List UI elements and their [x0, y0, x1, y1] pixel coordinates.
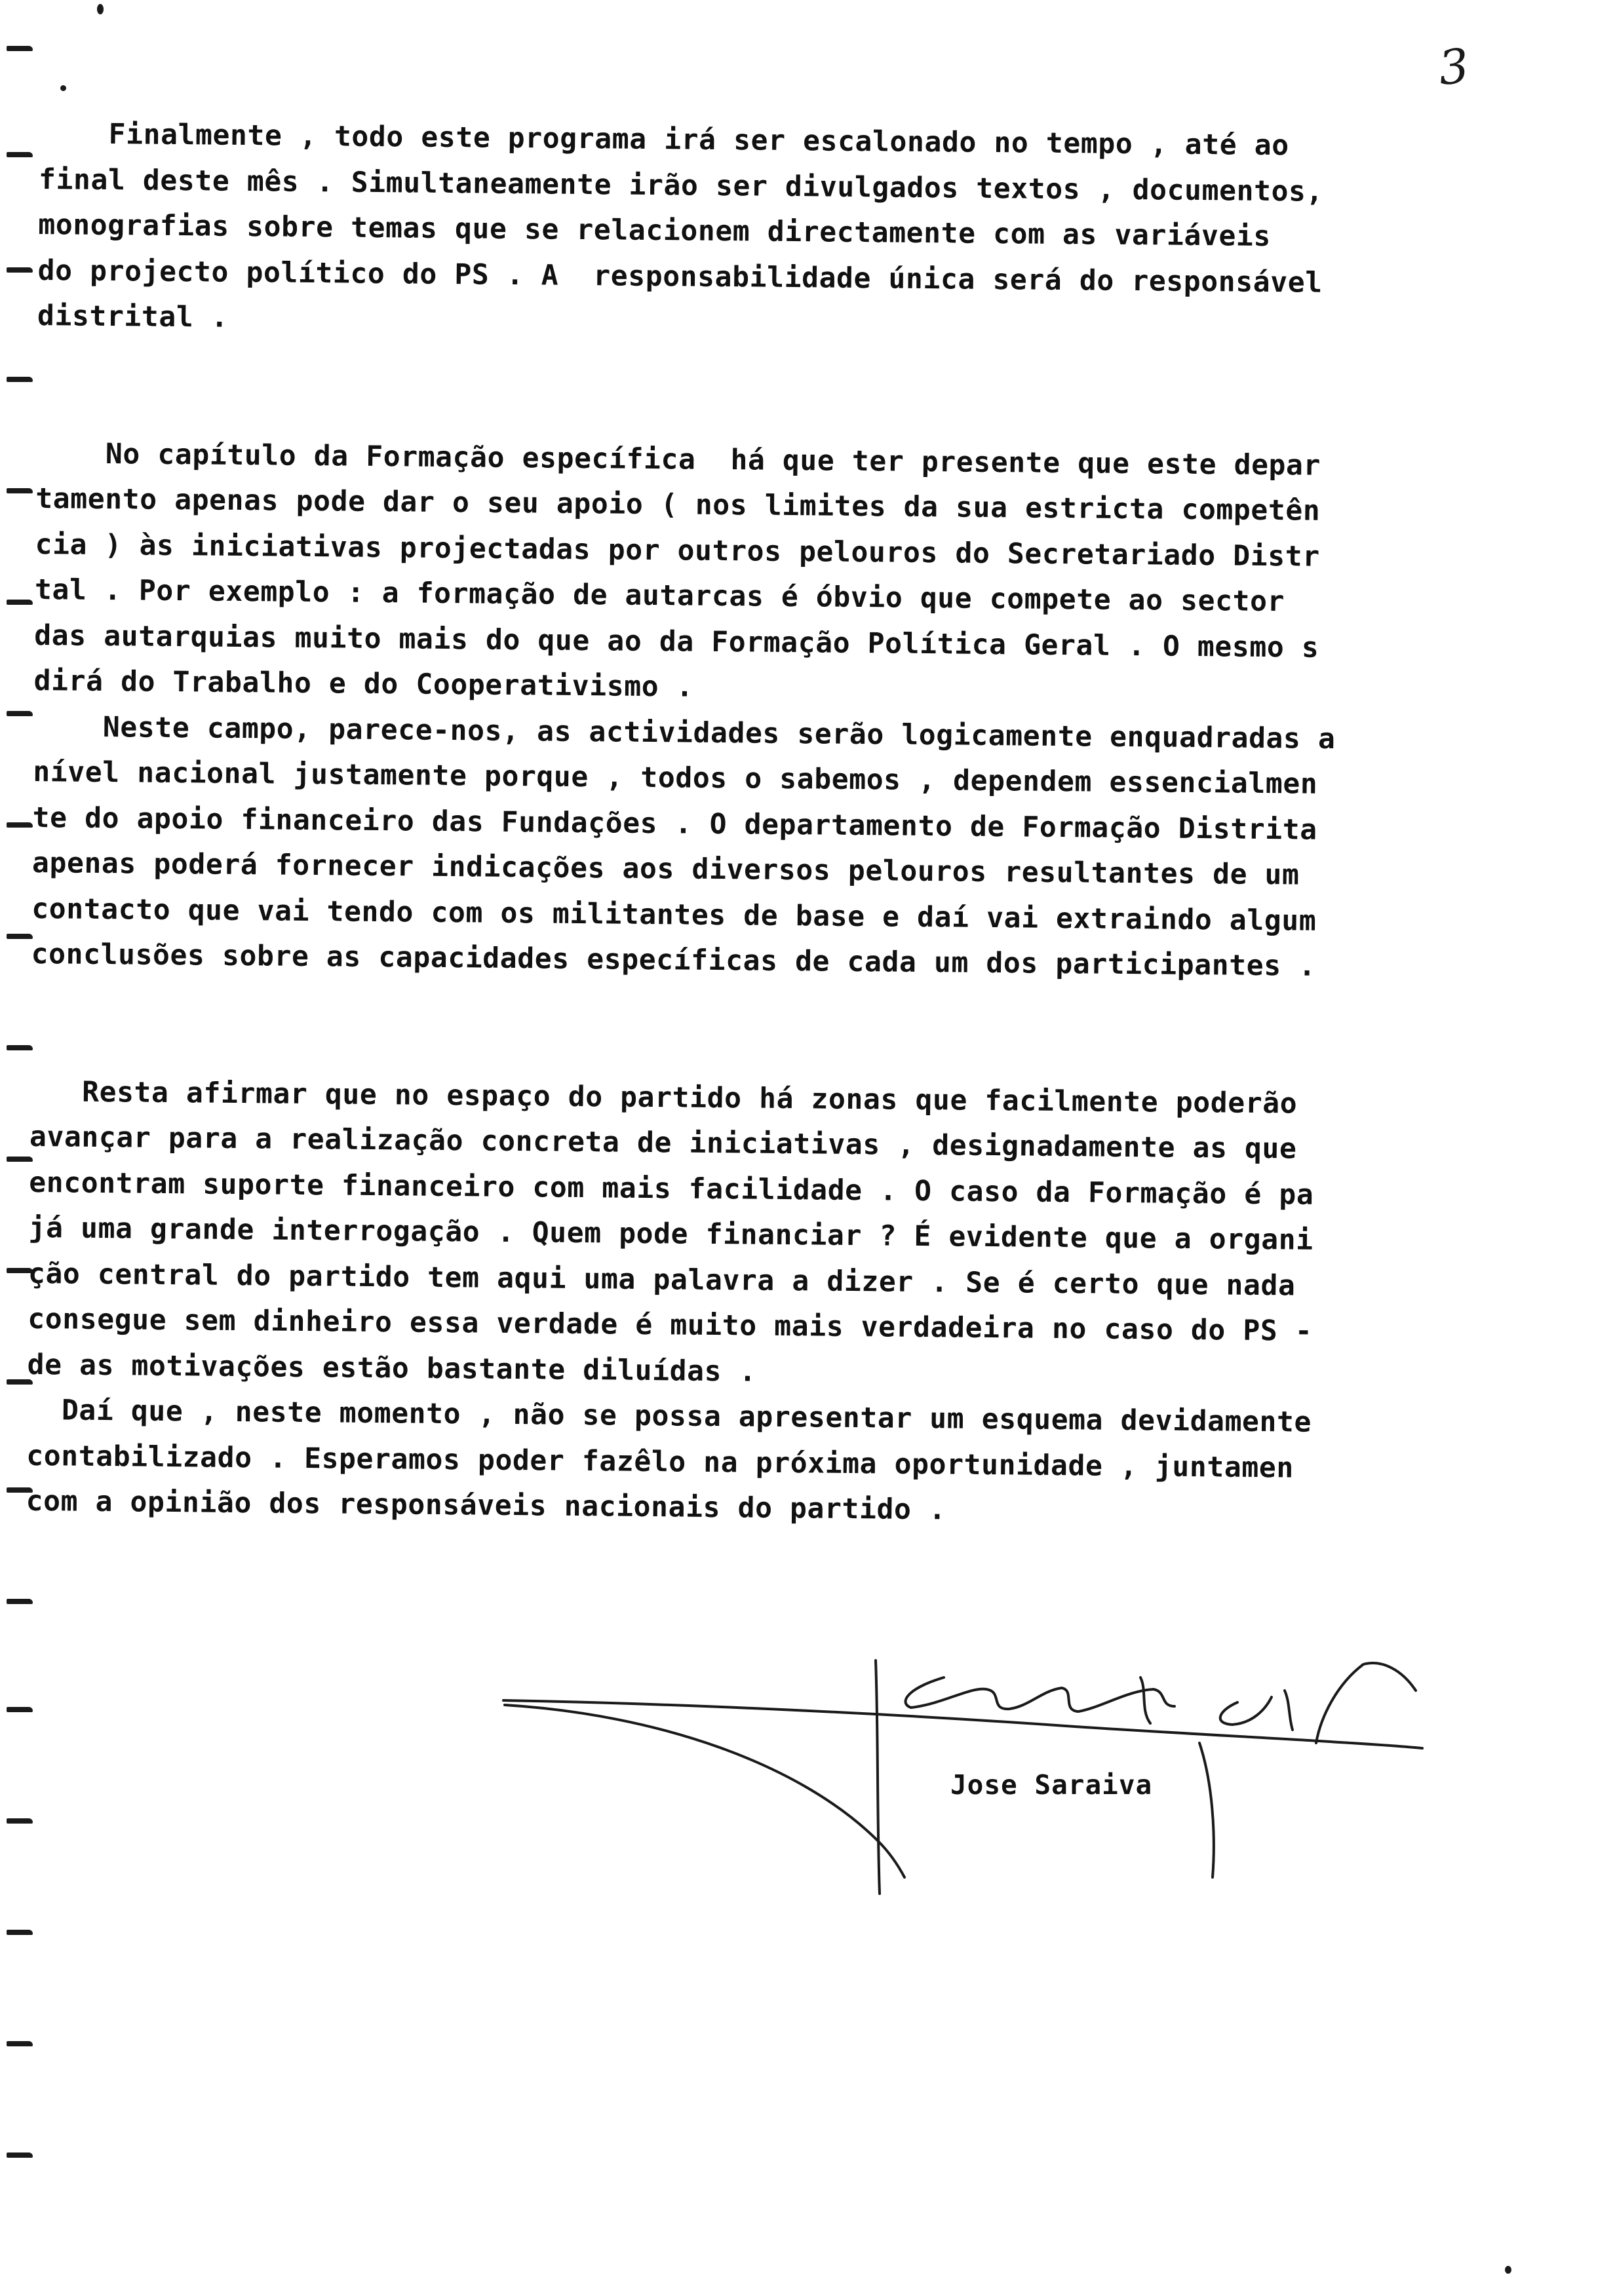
- margin-tick: [7, 2152, 33, 2158]
- text-line: avançar para a realização concreta de iniciativas , designadamente as que: [29, 1120, 1297, 1166]
- text-line: apenas poderá fornecer indicações aos diversos pelouros resultantes de um: [31, 846, 1300, 892]
- margin-tick: [7, 711, 33, 716]
- text-line: Resta afirmar que no espaço do partido há zonas que facilmente poderão: [29, 1075, 1298, 1120]
- text-line: nível nacional justamente porque , todos o sabemos , dependem essencialmen: [33, 755, 1318, 801]
- paragraph: [27, 1069, 1557, 1402]
- text-line: de as motivações estão bastante diluídas .: [27, 1348, 757, 1388]
- margin-tick: [7, 2041, 33, 2046]
- margin-tick: [7, 1818, 33, 1824]
- ink-speck: [1505, 2266, 1511, 2274]
- text-line: monografias sobre temas que se relacionem directamente com as variáveis: [38, 208, 1272, 254]
- text-line: com a opinião dos responsáveis nacionais do partido .: [26, 1484, 946, 1527]
- text-line: consegue sem dinheiro essa verdade é muito mais verdadeira no caso do PS -: [28, 1302, 1313, 1348]
- margin-tick: [7, 267, 33, 273]
- letter-body: [26, 111, 1566, 1539]
- text-line: ção central do partido tem aqui uma palavra a dizer . Se é certo que nada: [28, 1257, 1296, 1302]
- text-line: já uma grande interrogação . Quem pode financiar ? É evidente que a organi: [28, 1211, 1313, 1257]
- paragraph: [26, 1388, 1554, 1539]
- text-line: tal . Por exemplo : a formação de autarcas é óbvio que compete ao sector: [34, 573, 1285, 619]
- margin-tick: [7, 1045, 33, 1050]
- text-line: contabilizado . Esperamos poder fazêlo na próxima oportunidade , juntamen: [26, 1439, 1294, 1484]
- text-line: No capítulo da Formação específica há que ter presente que este depar: [35, 436, 1321, 482]
- paragraph: [37, 111, 1566, 354]
- text-line: cia ) às iniciativas projectadas por outros pelouros do Secretariado Distr: [35, 527, 1320, 573]
- text-line: dirá do Trabalho e do Cooperativismo .: [33, 664, 694, 704]
- margin-tick: [7, 488, 33, 493]
- text-line: das autarquias muito mais do que ao da Formação Política Geral . O mesmo s: [34, 619, 1319, 664]
- margin-tick: [7, 822, 33, 828]
- text-line: do projecto político do PS . A responsabilidade única será do responsável: [37, 254, 1323, 299]
- text-line: distrital .: [37, 299, 229, 334]
- paragraph: [31, 704, 1561, 991]
- margin-tick: [7, 1707, 33, 1712]
- margin-tick: [7, 377, 33, 382]
- text-line: tamento apenas pode dar o seu apoio ( nos limites da sua estricta competên: [35, 482, 1321, 527]
- signer-name: Jose Saraiva: [950, 1769, 1153, 1801]
- margin-tick: [7, 152, 33, 157]
- ink-speck: [60, 85, 66, 91]
- text-line: final deste mês . Simultaneamente irão ser divulgados textos , documentos,: [38, 163, 1324, 208]
- text-line: Finalmente , todo este programa irá ser escalonado no tempo , até ao: [39, 117, 1289, 163]
- text-line: contacto que vai tendo com os militantes de base e daí vai extraindo algum: [31, 892, 1317, 938]
- margin-tick: [7, 934, 33, 939]
- text-line: Daí que , neste momento , não se possa apresentar um esquema devidamente: [26, 1393, 1312, 1439]
- margin-tick: [7, 600, 33, 605]
- ink-speck: [97, 4, 104, 14]
- margin-tick: [7, 1599, 33, 1604]
- text-line: Neste campo, parece-nos, as actividades serão logicamente enquadradas a: [33, 710, 1336, 756]
- text-line: encontram suporte financeiro com mais facilidade . O caso da Formação é pa: [29, 1166, 1314, 1212]
- margin-tick: [7, 1930, 33, 1935]
- margin-tick: [7, 46, 33, 51]
- page-number: 3: [1435, 37, 1472, 96]
- paragraph: [33, 430, 1563, 718]
- text-line: te do apoio financeiro das Fundações . O departamento de Formação Distrita: [32, 801, 1317, 847]
- text-line: conclusões sobre as capacidades específicas de cada um dos participantes .: [31, 937, 1316, 983]
